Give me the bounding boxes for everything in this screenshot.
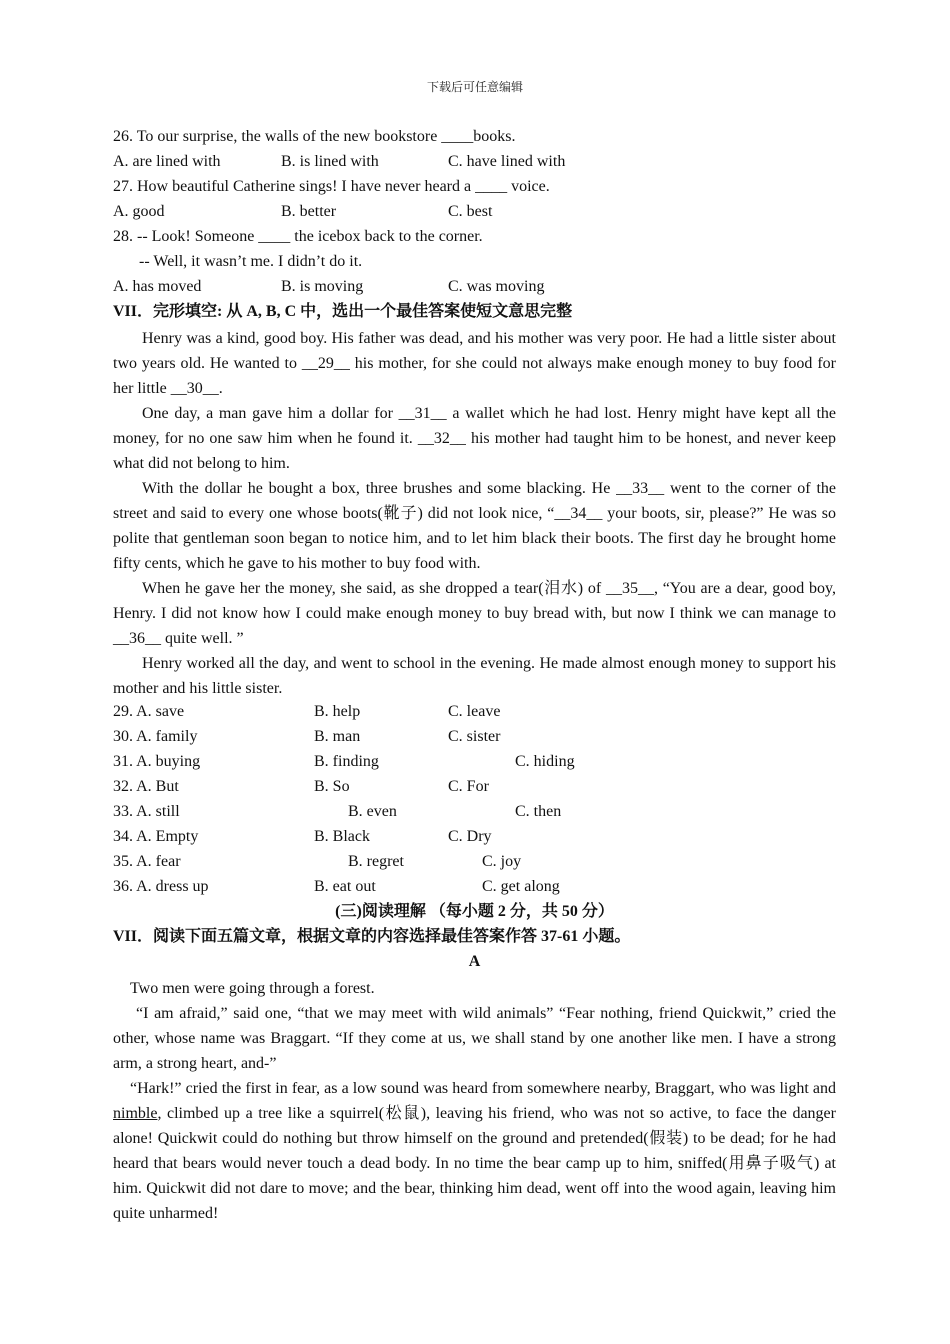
page-content [113,126,836,1226]
question-stem: 27. How beautiful Catherine sings! I have never heard a ____ voice. [113,178,550,195]
cloze-paragraph: When he gave her the money, she said, as she dropped a tear(泪水) of __35__, “You are a dear, good boy, Henry. I did not know how I could make enough money to buy bread with, but now I think we can manage to __36__ quite well. ” [113,580,836,647]
passage-text: “Hark!” cried the first in fear, as a low sound was heard from somewhere nearby, Braggart, who was light and [130,1080,836,1097]
option-b: B. is lined with [281,153,379,170]
option-a: A. good [113,203,165,220]
option-c: C. was moving [448,278,545,295]
section-heading-reading: (三)阅读理解 （每小题 2 分，共 50 分） [335,903,614,920]
passage-paragraph: Two men were going through a forest. [130,980,375,997]
option-a: 33. A. still [113,803,180,820]
cloze-option-row [113,851,836,876]
option-b: B. finding [314,753,379,770]
option-c: C. have lined with [448,153,566,170]
option-b: B. better [281,203,337,220]
question-stem-continuation: -- Well, it wasn’t me. I didn’t do it. [139,253,363,270]
cloze-option-row [113,701,836,726]
option-c: C. joy [482,853,522,870]
option-b: B. So [314,778,350,795]
option-a: 35. A. fear [113,853,181,870]
passage-paragraph: “I am afraid,” said one, “that we may meet with wild animals” “Fear nothing, friend Quickwit,” cried the other, whose name was Braggart. “If they come at us, we shall stand by one another like men. I have a strong arm, a strong heart, and-” [113,1005,836,1072]
cloze-paragraph: Henry was a kind, good boy. His father was dead, and his mother was very poor. He had a little sister about two years old. He wanted to __29__ his mother, for she could not always make enough money to buy food for her little __30__. [113,330,836,397]
section-heading-cloze: VII．完形填空: 从 A, B, C 中，选出一个最佳答案使短文意思完整 [113,303,573,320]
option-c: C. best [448,203,493,220]
option-b: B. even [348,803,397,820]
option-c: C. Dry [448,828,492,845]
option-b: B. help [314,703,361,720]
cloze-paragraph: Henry worked all the day, and went to school in the evening. He made almost enough money to support his mother and his little sister. [113,655,836,697]
option-a: 32. A. But [113,778,179,795]
passage-paragraph [113,1076,836,1226]
question-stem: 28. -- Look! Someone ____ the icebox back to the corner. [113,228,483,245]
passage-label: A [468,953,481,970]
cloze-option-row [113,776,836,801]
option-a: 31. A. buying [113,753,201,770]
option-a: 36. A. dress up [113,878,209,895]
option-a: 29. A. save [113,703,185,720]
option-b: B. eat out [314,878,376,895]
option-c: C. then [515,803,562,820]
option-c: C. leave [448,703,501,720]
option-b: B. is moving [281,278,364,295]
cloze-option-row [113,876,836,901]
passage-text: , climbed up a tree like a squirrel(松鼠), leaving his friend, who was not so active, to face the danger alone! Quickwit could do nothing but throw himself on the ground and pretended(假装) to be dead; for he had heard that bears would never touch a dead body. In no time the bear camp up to him, sniffed(用鼻子吸气) at him. Quickwit did not dare to move; and the bear, thinking him dead, went off into the wood again, leaving him quite unharmed! [113,1105,836,1222]
cloze-option-row [113,726,836,751]
option-c: C. sister [448,728,501,745]
cloze-option-row [113,751,836,776]
cloze-paragraph: One day, a man gave him a dollar for __31__ a wallet which he had lost. Henry might have kept all the money, for no one saw him when he found it. __32__ his mother had taught him to be honest, and never keep what did not belong to him. [113,405,836,472]
question-options [113,151,836,176]
option-b: B. man [314,728,361,745]
reading-instruction: VII．阅读下面五篇文章，根据文章的内容选择最佳答案作答 37-61 小题。 [113,928,631,945]
question-options [113,201,836,226]
option-a: 30. A. family [113,728,198,745]
option-a: A. has moved [113,278,202,295]
option-c: C. hiding [515,753,575,770]
question-stem: 26. To our surprise, the walls of the new bookstore ____books. [113,128,516,145]
option-c: C. get along [482,878,560,895]
page-header: 下载后可任意编辑 [426,80,523,94]
option-b: B. regret [348,853,404,870]
cloze-option-row [113,826,836,851]
cloze-paragraph: With the dollar he bought a box, three brushes and some blacking. He __33__ went to the corner of the street and said to every one whose boots(靴子) did not look nice, “__34__ your boots, sir, please?” He was so polite that gentleman soon began to notice him, and to let him black their boots. The first day he brought home fifty cents, which he gave to his mother to buy food with. [113,480,836,572]
underlined-word: nimble [113,1105,158,1122]
option-a: 34. A. Empty [113,828,199,845]
cloze-option-row [113,801,836,826]
option-b: B. Black [314,828,370,845]
question-options [113,276,836,301]
option-c: C. For [448,778,489,795]
option-a: A. are lined with [113,153,221,170]
